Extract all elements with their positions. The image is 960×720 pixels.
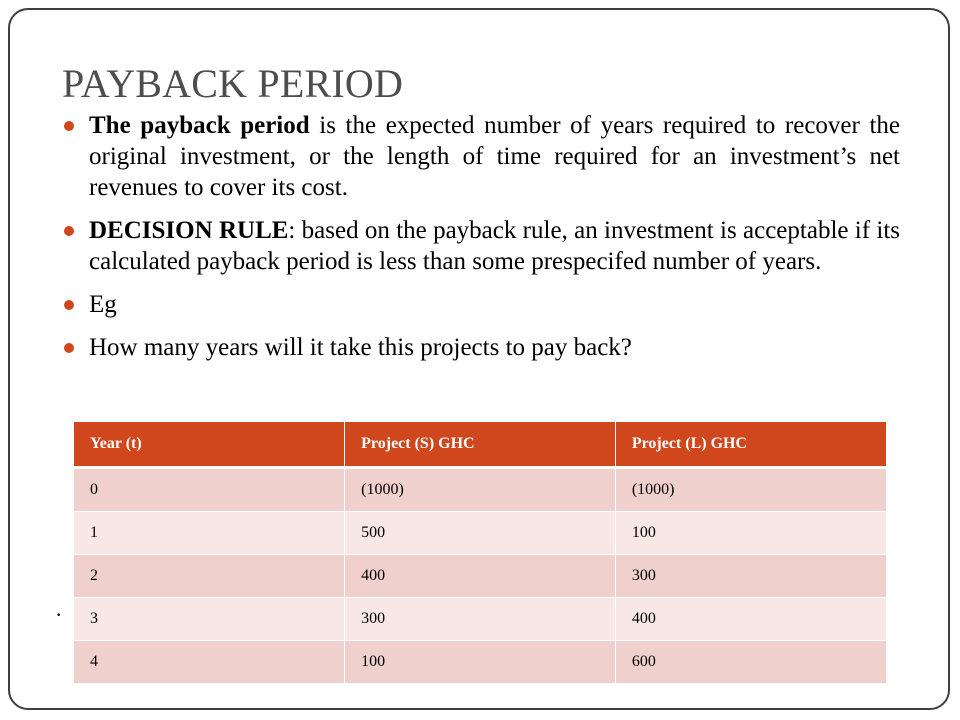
bullet-dot-icon: [64, 300, 74, 310]
table-cell-project-s: 300: [345, 598, 616, 641]
table-header-project-l: Project (L) GHC: [615, 422, 886, 468]
payback-table: [74, 422, 886, 684]
bullet-text: is the expected number of years required to recover the original investment, or the length of time required for an investment’s net revenues to cover its cost.: [89, 112, 900, 201]
bullet-lead: The payback period: [89, 112, 310, 139]
table-cell-project-l: 300: [615, 555, 886, 598]
table-row: [74, 641, 886, 684]
bullet-question: [64, 332, 900, 363]
table-row: [74, 468, 886, 512]
bullet-decision-rule: [64, 215, 900, 277]
table-header-year: Year (t): [74, 422, 345, 468]
table-cell-year: 4: [74, 641, 345, 684]
stray-dot: .: [56, 596, 62, 621]
bullet-list: [64, 110, 900, 375]
bullet-text: Eg: [89, 291, 117, 318]
table-cell-year: 1: [74, 512, 345, 555]
bullet-eg: [64, 289, 900, 320]
table-row: [74, 598, 886, 641]
table-cell-year: 2: [74, 555, 345, 598]
table-cell-project-s: 400: [345, 555, 616, 598]
bullet-lead: DECISION RULE: [89, 217, 289, 244]
table-cell-project-s: 500: [345, 512, 616, 555]
slide-title: PAYBACK PERIOD: [62, 61, 404, 106]
table-row: [74, 512, 886, 555]
table-header-row: [74, 422, 886, 468]
bullet-dot-icon: [64, 343, 74, 353]
bullet-dot-icon: [64, 121, 74, 131]
bullet-text: How many years will it take this projects to pay back?: [89, 334, 632, 361]
table-cell-project-s: (1000): [345, 468, 616, 512]
table-cell-year: 3: [74, 598, 345, 641]
table-cell-project-l: (1000): [615, 468, 886, 512]
table-cell-project-s: 100: [345, 641, 616, 684]
table-header-project-s: Project (S) GHC: [345, 422, 616, 468]
bullet-text: : based on the payback rule, an investment is acceptable if its calculated payback period is less than some prespecifed number of years.: [89, 217, 900, 275]
table-cell-year: 0: [74, 468, 345, 512]
table-cell-project-l: 100: [615, 512, 886, 555]
table-row: [74, 555, 886, 598]
bullet-dot-icon: [64, 226, 74, 236]
bullet-payback-definition: [64, 110, 900, 203]
table-cell-project-l: 600: [615, 641, 886, 684]
table-cell-project-l: 400: [615, 598, 886, 641]
